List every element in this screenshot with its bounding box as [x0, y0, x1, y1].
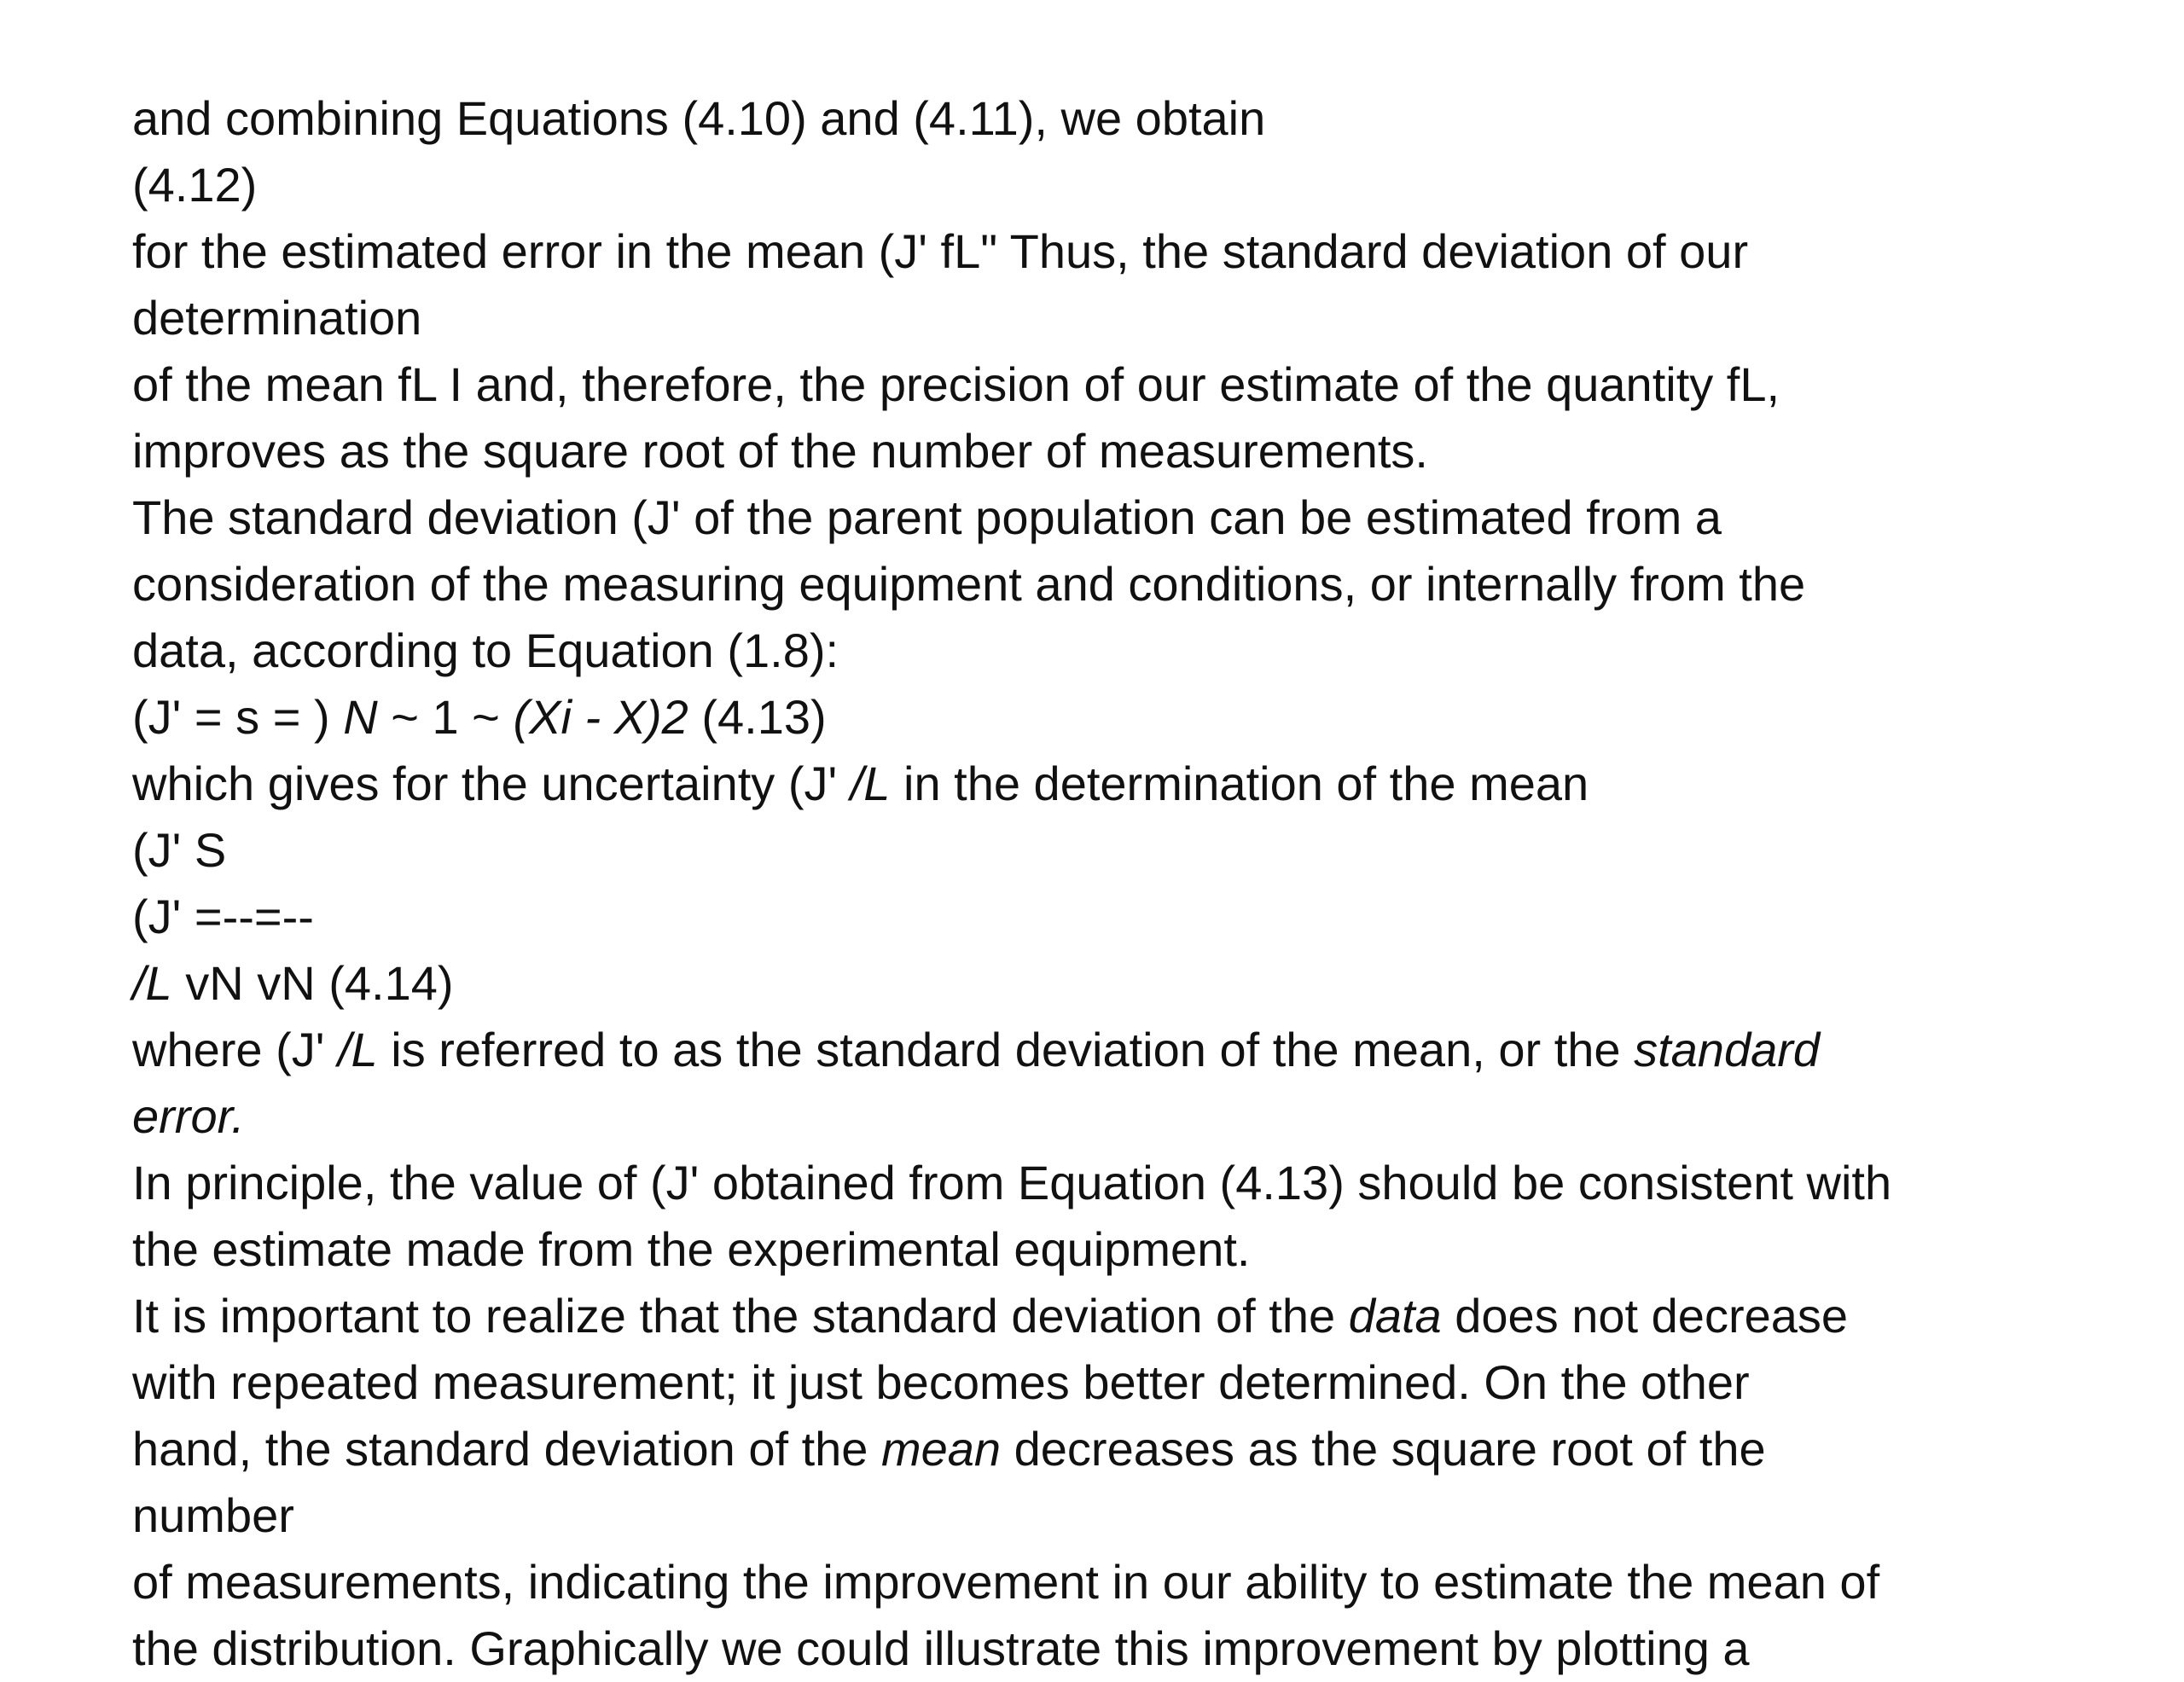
text-run: for the estimated error in the mean (J' fL" Thus, the standard deviation of our	[132, 224, 1749, 278]
document-text	[132, 85, 2094, 1682]
italic-text-run: N	[343, 690, 378, 744]
text-line	[132, 351, 2094, 418]
text-run: where (J'	[132, 1023, 338, 1076]
text-line	[132, 817, 2094, 884]
text-run: (J' =--=--	[132, 890, 314, 943]
text-line	[132, 751, 2094, 817]
text-run: vN vN (4.14)	[171, 956, 454, 1010]
text-run: (4.12)	[132, 158, 258, 212]
text-line	[132, 218, 2094, 285]
text-run: the distribution. Graphically we could illustrate this improvement by plotting a	[132, 1621, 1750, 1675]
text-run: It is important to realize that the standard deviation of the	[132, 1289, 1349, 1343]
text-line	[132, 1482, 2094, 1549]
text-line	[132, 618, 2094, 684]
text-run: decreases as the square root of the	[1001, 1422, 1766, 1476]
text-line	[132, 1283, 2094, 1349]
italic-text-run: mean	[880, 1422, 1002, 1476]
text-run: In principle, the value of (J' obtained from Equation (4.13) should be consistent with	[132, 1156, 1892, 1209]
text-run: of the mean fL I and, therefore, the precision of our estimate of the quantity fL,	[132, 357, 1780, 411]
italic-text-run: /L	[337, 1023, 378, 1076]
text-run: with repeated measurement; it just becomes better determined. On the other	[132, 1355, 1750, 1409]
text-line	[132, 551, 2094, 618]
text-run: does not decrease	[1441, 1289, 1849, 1343]
text-line	[132, 1150, 2094, 1216]
text-line	[132, 884, 2094, 950]
text-line	[132, 285, 2094, 351]
text-run: consideration of the measuring equipment and conditions, or internally from the	[132, 557, 1806, 611]
text-line	[132, 1615, 2094, 1682]
text-run: the estimate made from the experimental equipment.	[132, 1222, 1251, 1276]
text-line	[132, 1216, 2094, 1283]
italic-text-run: /L	[132, 956, 172, 1010]
text-run: ~ 1 ~	[377, 690, 514, 744]
text-line	[132, 1017, 2094, 1083]
text-run: (4.13)	[688, 690, 827, 744]
text-line	[132, 1416, 2094, 1482]
text-run: and combining Equations (4.10) and (4.11), we obtain	[132, 91, 1266, 145]
text-run: which gives for the uncertainty (J'	[132, 757, 851, 810]
text-run: (J' S	[132, 823, 227, 877]
text-run: data, according to Equation (1.8):	[132, 624, 839, 677]
text-run: of measurements, indicating the improvement in our ability to estimate the mean of	[132, 1555, 1880, 1609]
text-line	[132, 484, 2094, 551]
text-run: in the determination of the mean	[890, 757, 1589, 810]
text-run: improves as the square root of the number of measurements.	[132, 424, 1428, 478]
text-line	[132, 950, 2094, 1017]
text-run: hand, the standard deviation of the	[132, 1422, 881, 1476]
text-run: number	[132, 1488, 294, 1542]
text-run: determination	[132, 291, 422, 345]
text-line	[132, 85, 2094, 152]
text-run: (J' = s = )	[132, 690, 344, 744]
text-line	[132, 1349, 2094, 1416]
text-run: is referred to as the standard deviation of the mean, or the	[377, 1023, 1635, 1076]
text-line	[132, 1549, 2094, 1615]
text-line	[132, 418, 2094, 484]
text-run: The standard deviation (J' of the parent population can be estimated from a	[132, 490, 1722, 544]
italic-text-run: (Xi - X)2	[513, 690, 688, 744]
italic-text-run: standard	[1634, 1023, 1821, 1076]
italic-text-run: data	[1348, 1289, 1442, 1343]
text-line	[132, 152, 2094, 218]
italic-text-run: error.	[132, 1089, 245, 1143]
text-line	[132, 684, 2094, 751]
text-line	[132, 1083, 2094, 1150]
italic-text-run: /L	[850, 757, 891, 810]
